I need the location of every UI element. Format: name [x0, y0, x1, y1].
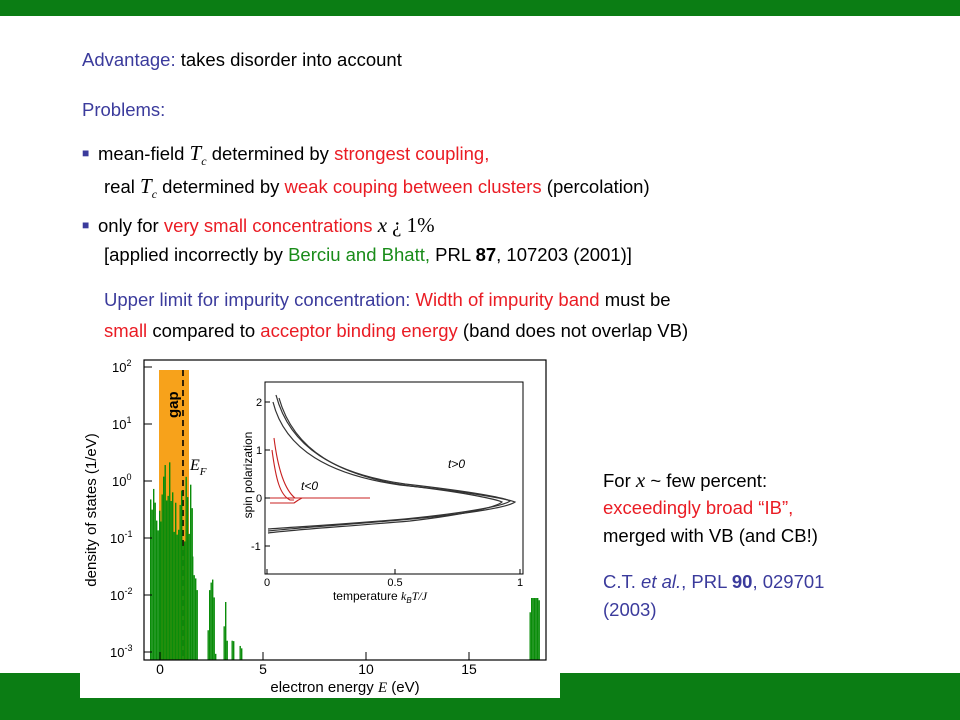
ul-blue: Upper limit for impurity concentration: — [104, 289, 411, 310]
inset-tneg-label: t<0 — [301, 479, 319, 493]
ul-red: Width of impurity band — [415, 289, 600, 310]
advantage-text: takes disorder into account — [180, 49, 402, 70]
upper-limit-line-1 — [104, 289, 671, 311]
svg-text:0: 0 — [156, 661, 164, 677]
dos-spike — [150, 499, 151, 660]
ul2-post: (band does not overlap VB) — [462, 320, 689, 341]
right-ref-year: (2003) — [603, 599, 657, 620]
dos-spike — [197, 590, 198, 660]
bullet-square-icon: ■ — [82, 218, 90, 232]
svg-text:-1: -1 — [251, 541, 261, 553]
bullet-2-cont — [104, 244, 632, 266]
dos-spike — [240, 646, 241, 660]
inset-background — [240, 374, 540, 598]
dos-spike — [168, 496, 169, 660]
svg-text:10: 10 — [358, 661, 374, 677]
ul-post: must be — [604, 289, 671, 310]
b1-red: strongest coupling, — [334, 143, 490, 164]
problems-heading: Problems: — [82, 99, 166, 120]
dos-spike — [158, 530, 159, 660]
dos-spike — [190, 485, 191, 660]
dos-spike — [215, 654, 216, 660]
gap-label: gap — [165, 391, 182, 418]
dos-spike — [180, 505, 181, 660]
b1b-post: (percolation) — [546, 176, 650, 197]
dos-spike — [165, 465, 166, 660]
inset-xlabel: temperature $k_BT/J$ — [332, 589, 428, 605]
main-ylabel: density of states (1/eV) — [83, 433, 100, 587]
tc-symbol-2: $T_c$ — [140, 174, 158, 202]
dos-spike — [155, 503, 156, 660]
svg-text:1: 1 — [256, 445, 263, 457]
dos-spike — [171, 501, 172, 660]
dos-spike — [172, 492, 173, 660]
b1b-red: weak couping between clusters — [284, 176, 542, 197]
dos-spike — [225, 602, 226, 660]
svg-text:100: $10^0$ — [112, 472, 132, 489]
bullet-2 — [82, 214, 435, 237]
dos-spike — [227, 641, 228, 660]
tc-symbol: $T_c$ — [189, 141, 207, 169]
dos-spike — [160, 522, 161, 660]
ul2-red1: small — [104, 320, 148, 341]
b2b-vol: 87 — [475, 244, 497, 265]
right-p1: For x ~ few percent: — [603, 468, 768, 492]
main-ytick-labels — [110, 358, 132, 660]
svg-text:1: 1 — [516, 577, 524, 589]
dos-spike — [187, 497, 188, 660]
svg-text:0.5: 0.5 — [387, 577, 403, 589]
bullet-1 — [82, 142, 489, 172]
right-p3: merged with VB (and CB!) — [603, 525, 818, 546]
b2b-prl: PRL — [435, 244, 471, 265]
bullet-square-icon: ■ — [82, 146, 90, 160]
dos-figure — [80, 350, 560, 698]
dos-spike — [530, 612, 531, 660]
dos-spike — [162, 494, 163, 660]
main-xticks — [160, 652, 469, 660]
dos-spike — [194, 575, 195, 660]
svg-text:2: 2 — [256, 397, 263, 409]
dos-spike — [156, 521, 157, 660]
dos-spike — [224, 626, 225, 660]
advantage-line — [82, 49, 402, 71]
main-xtick-labels — [156, 661, 477, 677]
b1-mid: determined by — [211, 143, 329, 164]
b2-x: x — [377, 213, 388, 237]
inset-tpos-label: t>0 — [448, 457, 466, 471]
dos-spike — [208, 630, 209, 660]
dos-spike — [192, 557, 193, 660]
dos-spike — [178, 530, 179, 660]
b1b-pre: real — [104, 176, 135, 197]
advantage-label: Advantage: — [82, 49, 176, 70]
ul2-red2: acceptor binding energy — [260, 320, 458, 341]
upper-limit-line-2 — [104, 320, 688, 342]
dos-spike — [166, 500, 167, 660]
svg-text:101: $10^1$ — [112, 415, 132, 432]
dos-spike — [212, 580, 213, 660]
svg-text:15: 15 — [461, 661, 477, 677]
ul2-mid: compared to — [152, 320, 256, 341]
right-x: x — [635, 468, 646, 492]
dos-spike — [174, 532, 175, 660]
main-xlabel: electron energy E (eV) — [270, 679, 420, 696]
svg-text:10-3: $10^{-3}$ — [110, 643, 133, 660]
dos-spike — [169, 462, 170, 660]
dos-spike — [233, 641, 234, 660]
inset-ylabel: spin polarization — [241, 431, 255, 519]
top-green-bar — [0, 0, 960, 16]
dos-spike — [181, 491, 182, 660]
dos-spike — [163, 477, 164, 660]
dos-spike — [189, 534, 190, 660]
bullet-1-cont — [104, 175, 650, 205]
dos-spike — [211, 583, 212, 660]
dos-spike — [539, 600, 540, 660]
b2-red: very small concentrations — [163, 215, 373, 236]
b2b-pre: [applied incorrectly by — [104, 244, 283, 265]
svg-text:0: 0 — [256, 493, 263, 505]
right-ref: C.T. et al., PRL 90, 029701 — [603, 571, 825, 592]
dos-spike — [152, 510, 153, 660]
b2-sym: ¿ — [392, 213, 402, 237]
b2b-green: Berciu and Bhatt, — [288, 244, 430, 265]
svg-text:10-2: $10^{-2}$ — [110, 586, 133, 603]
dos-spike — [177, 535, 178, 660]
b2-pct: 1% — [406, 213, 435, 237]
b1-pre: mean-field — [98, 143, 185, 164]
b2-pre: only for — [98, 215, 159, 236]
dos-spike — [232, 641, 233, 660]
right-p2: exceedingly broad “IB”, — [603, 497, 794, 518]
dos-spike — [184, 541, 185, 660]
svg-text:102: $10^2$ — [112, 358, 132, 375]
fermi-label: $E_F$ — [190, 457, 207, 478]
b2b-post: , 107203 (2001)] — [496, 244, 632, 265]
dos-spike — [153, 489, 154, 660]
dos-spike — [186, 477, 187, 660]
dos-spike — [175, 503, 176, 660]
dos-spike — [241, 648, 242, 660]
dos-spike — [195, 578, 196, 660]
b1b-mid: determined by — [162, 176, 280, 197]
dos-spike — [183, 546, 184, 660]
dos-spike — [209, 590, 210, 660]
svg-text:10-1: $10^{-1}$ — [110, 529, 133, 546]
svg-text:0: 0 — [263, 577, 271, 589]
dos-spike — [214, 597, 215, 660]
svg-text:5: 5 — [259, 661, 267, 677]
